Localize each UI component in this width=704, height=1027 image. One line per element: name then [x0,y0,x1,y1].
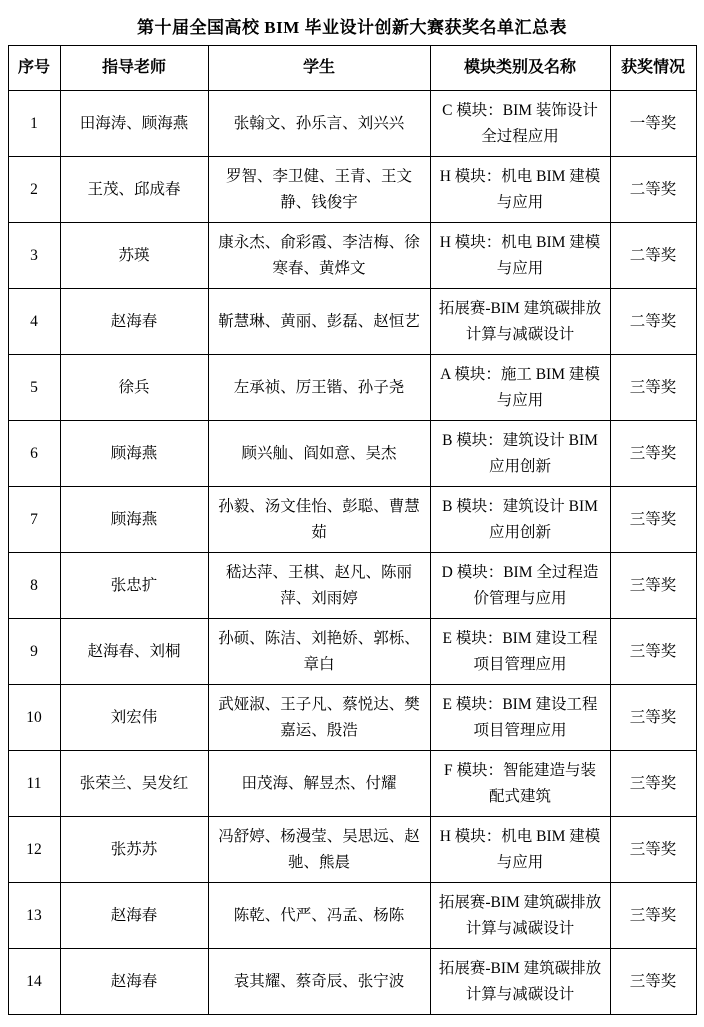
award-cell: 三等奖 [610,817,696,883]
module-cell: B 模块：建筑设计 BIM 应用创新 [430,487,610,553]
students-cell: 冯舒婷、杨漫莹、吴思远、赵驰、熊晨 [208,817,430,883]
advisor-cell: 赵海春、刘桐 [60,619,208,685]
module-cell: F 模块：智能建造与装配式建筑 [430,751,610,817]
award-cell: 三等奖 [610,949,696,1015]
header-award: 获奖情况 [610,46,696,91]
module-cell: 拓展赛-BIM 建筑碳排放计算与减碳设计 [430,949,610,1015]
row-number-cell: 8 [8,553,60,619]
students-cell: 嵇达萍、王棋、赵凡、陈丽萍、刘雨婷 [208,553,430,619]
table-row [8,421,696,487]
students-cell: 田茂海、解昱杰、付耀 [208,751,430,817]
table-row [8,355,696,421]
advisor-cell: 徐兵 [60,355,208,421]
row-number-cell: 6 [8,421,60,487]
header-row-number: 序号 [8,46,60,91]
students-cell: 孙硕、陈洁、刘艳娇、郭栎、章白 [208,619,430,685]
row-number-cell: 11 [8,751,60,817]
advisor-cell: 王茂、邱成春 [60,157,208,223]
module-cell: E 模块：BIM 建设工程项目管理应用 [430,685,610,751]
row-number-cell: 2 [8,157,60,223]
advisor-cell: 顾海燕 [60,487,208,553]
advisor-cell: 张忠扩 [60,553,208,619]
table-body [8,91,696,1015]
module-cell: H 模块：机电 BIM 建模与应用 [430,223,610,289]
advisor-cell: 张苏苏 [60,817,208,883]
table-row [8,289,696,355]
table-row [8,553,696,619]
header-row [8,46,696,91]
students-cell: 武娅淑、王子凡、蔡悦达、樊嘉运、殷浩 [208,685,430,751]
table-row [8,685,696,751]
row-number-cell: 13 [8,883,60,949]
header-module: 模块类别及名称 [430,46,610,91]
students-cell: 康永杰、俞彩霞、李洁梅、徐寒春、黄烨文 [208,223,430,289]
award-cell: 二等奖 [610,289,696,355]
row-number-cell: 12 [8,817,60,883]
table-row [8,619,696,685]
students-cell: 张翰文、孙乐言、刘兴兴 [208,91,430,157]
table-row [8,487,696,553]
table-row [8,949,696,1015]
students-cell: 袁其耀、蔡奇辰、张宁波 [208,949,430,1015]
advisor-cell: 刘宏伟 [60,685,208,751]
advisor-cell: 苏瑛 [60,223,208,289]
students-cell: 罗智、李卫健、王青、王文静、钱俊宇 [208,157,430,223]
award-cell: 三等奖 [610,619,696,685]
award-cell: 三等奖 [610,751,696,817]
award-cell: 三等奖 [610,355,696,421]
module-cell: H 模块：机电 BIM 建模与应用 [430,817,610,883]
table-row [8,157,696,223]
row-number-cell: 10 [8,685,60,751]
row-number-cell: 5 [8,355,60,421]
table-row [8,91,696,157]
table-row [8,223,696,289]
table-row [8,751,696,817]
row-number-cell: 3 [8,223,60,289]
advisor-cell: 顾海燕 [60,421,208,487]
award-cell: 三等奖 [610,553,696,619]
award-cell: 一等奖 [610,91,696,157]
award-cell: 三等奖 [610,487,696,553]
table-row [8,817,696,883]
advisor-cell: 赵海春 [60,949,208,1015]
module-cell: A 模块：施工 BIM 建模与应用 [430,355,610,421]
module-cell: E 模块：BIM 建设工程项目管理应用 [430,619,610,685]
module-cell: D 模块：BIM 全过程造价管理与应用 [430,553,610,619]
row-number-cell: 1 [8,91,60,157]
award-cell: 二等奖 [610,157,696,223]
row-number-cell: 4 [8,289,60,355]
award-cell: 三等奖 [610,685,696,751]
award-cell: 三等奖 [610,421,696,487]
students-cell: 顾兴舢、阎如意、吴杰 [208,421,430,487]
module-cell: H 模块：机电 BIM 建模与应用 [430,157,610,223]
table-row [8,883,696,949]
award-cell: 三等奖 [610,883,696,949]
row-number-cell: 9 [8,619,60,685]
students-cell: 左承祯、厉王锴、孙子尧 [208,355,430,421]
advisor-cell: 张荣兰、吴发红 [60,751,208,817]
advisor-cell: 赵海春 [60,883,208,949]
advisor-cell: 赵海春 [60,289,208,355]
module-cell: B 模块：建筑设计 BIM 应用创新 [430,421,610,487]
row-number-cell: 14 [8,949,60,1015]
students-cell: 靳慧琳、黄丽、彭磊、赵恒艺 [208,289,430,355]
table-header [8,46,696,91]
header-students: 学生 [208,46,430,91]
module-cell: 拓展赛-BIM 建筑碳排放计算与减碳设计 [430,883,610,949]
students-cell: 陈乾、代严、冯孟、杨陈 [208,883,430,949]
page-title: 第十届全国高校 BIM 毕业设计创新大赛获奖名单汇总表 [137,18,567,37]
award-table [8,45,697,1015]
module-cell: 拓展赛-BIM 建筑碳排放计算与减碳设计 [430,289,610,355]
advisor-cell: 田海涛、顾海燕 [60,91,208,157]
header-advisor: 指导老师 [60,46,208,91]
students-cell: 孙毅、汤文佳怡、彭聪、曹慧茹 [208,487,430,553]
award-cell: 二等奖 [610,223,696,289]
module-cell: C 模块：BIM 装饰设计全过程应用 [430,91,610,157]
row-number-cell: 7 [8,487,60,553]
